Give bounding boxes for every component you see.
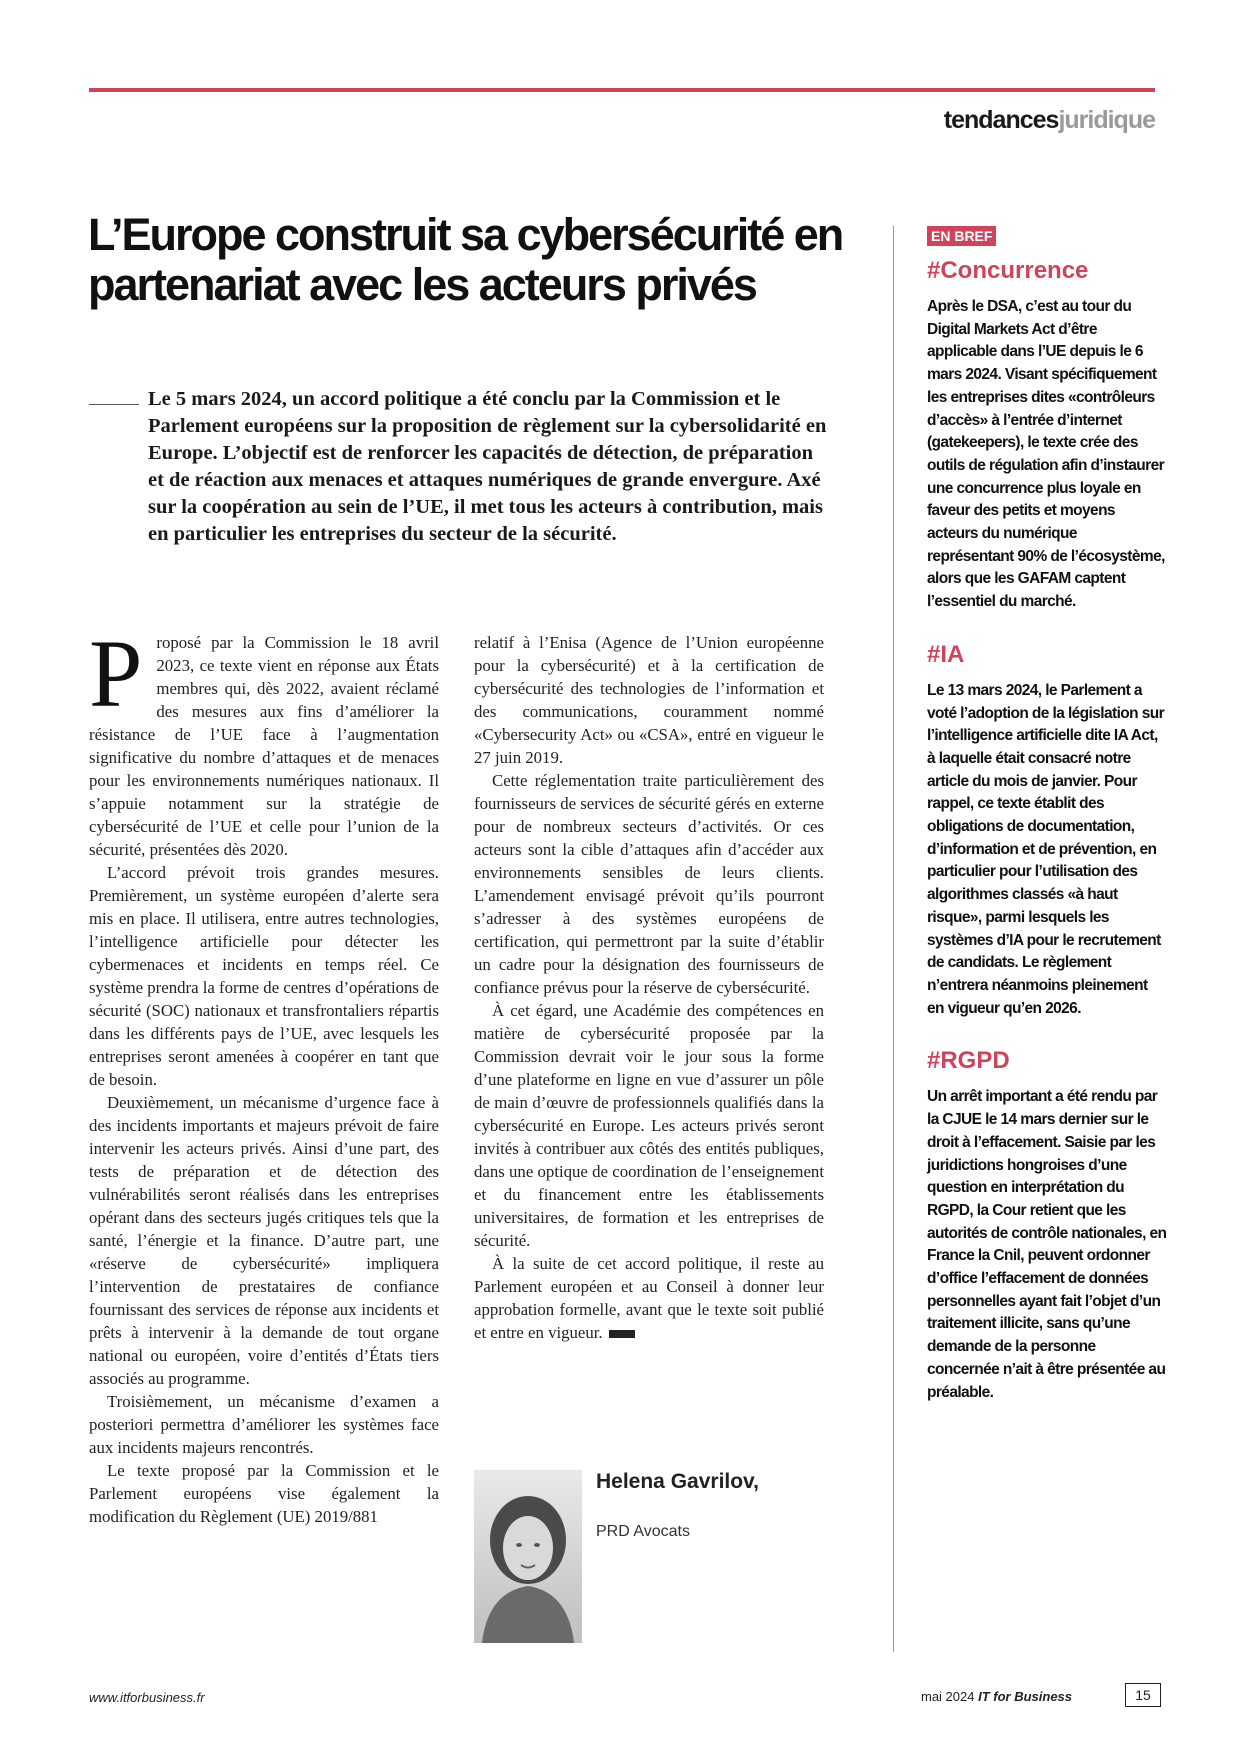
article-title: L’Europe construit sa cybersécurité en partenariat avec les acteurs privés [88, 209, 843, 310]
body-paragraph: L’accord prévoit trois grandes mesures. Premièrement, un système européen d’alerte sera mis en place. Il utilisera, entre autres technologies, l’intelligence artificielle pour détecter les cybermenaces et incidents en temps réel. Ce système prendra la forme de centres d’opérations de sécurité (SOC) nationaux et transfrontaliers répartis dans les différents pays de l’UE, avec lesquels les entreprises seront amenées à coopérer en tant que de besoin. [89, 863, 439, 1089]
sidebar-tag-rgpd: #RGPD [927, 1047, 1010, 1075]
sidebar-en-bref [927, 226, 1167, 1404]
author-organization: PRD Avocats [596, 1523, 690, 1540]
paragraph-text: À la suite de cet accord politique, il reste au Parlement européen et au Conseil à donner leur approbation formelle, avant que le texte soit publié et entre en vigueur. [474, 1254, 824, 1342]
footer-website: www.itforbusiness.fr [89, 1690, 205, 1705]
author-photo [474, 1470, 582, 1643]
body-paragraph [89, 620, 439, 861]
author-portrait-icon [474, 1470, 582, 1643]
body-paragraph: Troisièmement, un mécanisme d’examen a posteriori permettra d’améliorer les systèmes face aux incidents majeurs rencontrés. [89, 1392, 439, 1457]
section-rubric [944, 106, 1155, 135]
footer-issue [921, 1689, 1072, 1704]
article-chapo: Le 5 mars 2024, un accord politique a été conclu par la Commission et le Parlement européens sur la proposition de règlement sur la cybersolidarité en Europe. L’objectif est de renforcer les capacités de détection, de préparation et de réaction aux menaces et attaques numériques de grande envergure. Axé sur la coopération au sein de l’UE, il met tous les acteurs à contribution, mais en particulier les entreprises du secteur de la sécurité. [148, 388, 827, 545]
body-column-2 [474, 631, 824, 1344]
page-number: 15 [1125, 1683, 1161, 1707]
sidebar-divider [893, 226, 894, 1652]
body-paragraph: Deuxièmement, un mécanisme d’urgence face à des incidents importants et majeurs prévoit de faire intervenir les acteurs privés. Ainsi d’une part, des tests de préparation et de détection des vulnérabilités seront réalisés dans les entreprises opérant dans des secteurs jugés critiques tels que la santé, l’énergie et la finance. D’autre part, une «réserve de cybersécurité» impliquera l’intervention de prestataires de confiance fournissant des services de réponse aux incidents et prêts à intervenir à la demande de tout organe national ou européen, voire d’entités d’États tiers associés au programme. [89, 1093, 439, 1388]
sidebar-text-ia: Le 13 mars 2024, le Parlement a voté l’adoption de la législation sur l’intelligence artificielle dite IA Act, à laquelle était consacré notre article du mois de janvier. Pour rappel, ce texte établit des obligations de documentation, d’information et de prévention, en particulier pour l’utilisation des algorithmes classés «à haut risque», parmi lesquels les systèmes d’IA pour le recrutement de candidats. Le règlement n’entrera néanmoins pleinement en vigueur qu’en 2026. [927, 681, 1165, 1017]
body-paragraph: Cette réglementation traite particulièrement des fournisseurs de services de sécurité gérés en externe pour de nombreux secteurs d’activités. Or ces acteurs sont la cible d’attaques afin d’accéder aux environnements sensibles de leurs clients. L’amendement envisagé prévoit qu’ils pourront s’adresser à des systèmes européens de certification, qui permettront par la suite d’établir un cadre pour la désignation des fournisseurs de confiance prévus pour la réserve de cybersécurité. [474, 771, 824, 997]
sidebar-text-rgpd: Un arrêt important a été rendu par la CJUE le 14 mars dernier sur le droit à l’effacement. Saisie par les juridictions hongroises d’une question en interprétation du RGPD, la Cour retient que les autorités de contrôle nationales, en France la Cnil, peuvent ordonner d’office l’effacement de données personnelles ayant fait l’objet d’un traitement illicite, sans qu’une demande de la personne concernée n’ait à être présentée au préalable. [927, 1088, 1167, 1401]
sidebar-text-concurrence: Après le DSA, c’est au tour du Digital Markets Act d’être applicable dans l’UE depuis le 6 mars 2024. Visant spécifiquement les entreprises dites «contrôleurs d’accès» à l’entrée d’internet (gatekeepers), le texte crée des outils de régulation afin d’instaurer une concurrence plus loyale en faveur des petits et moyens acteurs du numérique représentant 90% de l’écosystème, alors que les GAFAM captent l’essentiel du marché. [927, 298, 1165, 611]
header-rule [89, 88, 1155, 92]
sidebar-tag-ia: #IA [927, 640, 965, 668]
drop-cap: P [89, 620, 143, 727]
footer-magazine-name: IT for Business [978, 1689, 1073, 1704]
end-of-article-mark [609, 1330, 635, 1338]
en-bref-badge: EN BREF [927, 226, 996, 246]
body-paragraph [474, 1252, 824, 1344]
rubric-sub: juridique [1058, 106, 1155, 134]
body-paragraph: À cet égard, une Académie des compétences en matière de cybersécurité proposée par la Commission devrait voir le jour sous la forme d’une plateforme en ligne en vue d’assurer un pôle de main d’œuvre de professionnels qualifiés dans la cybersécurité en Europe. Les acteurs privés seront invités à contribuer aux côtés des entités publiques, dans une optique de coordination de l’enseignement et du financement entre les établissements universitaires, de formation et les entreprises de sécurité. [474, 1001, 824, 1250]
sidebar-tag-concurrence: #Concurrence [927, 257, 1089, 284]
body-column-1 [89, 620, 439, 1528]
paragraph-text: roposé par la Commission le 18 avril 2023, ce texte vient en réponse aux États membres qui, dès 2022, avaient réclamé des mesures aux fins d’améliorer la résistance de l’UE face à l’augmentation significative du nombre d’attaques et de menaces pour les environnements numériques nationaux. Il s’appuie notamment sur la stratégie de cybersécurité de l’UE et celle pour l’union de la sécurité, présentées dès 2020. [89, 633, 439, 859]
chapo-rule [89, 404, 139, 405]
rubric-main: tendances [943, 106, 1059, 134]
body-paragraph: Le texte proposé par la Commission et le Parlement européens vise également la modification du Règlement (UE) 2019/881 [89, 1461, 439, 1526]
footer-issue-date: mai 2024 [921, 1689, 975, 1704]
body-paragraph: relatif à l’Enisa (Agence de l’Union européenne pour la cybersécurité) et à la certification de cybersécurité des technologies de l’information et des communications, couramment nommé «Cybersecurity Act» ou «CSA», entré en vigueur le 27 juin 2019. [474, 633, 824, 767]
author-name: Helena Gavrilov, [596, 1470, 760, 1493]
